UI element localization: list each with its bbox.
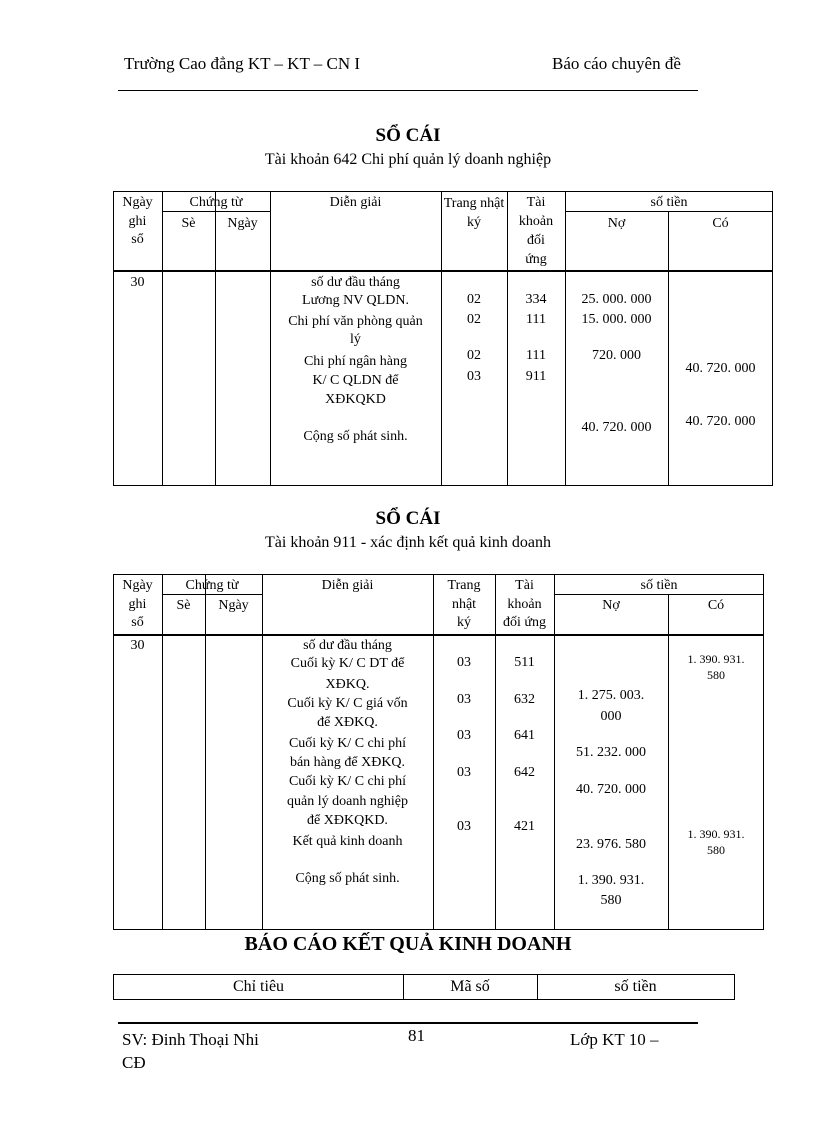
desc-line: Kết quả kinh doanh <box>292 834 403 849</box>
ledger2-title: SỔ CÁI <box>375 508 441 529</box>
desc-line: XĐKQ. <box>325 677 370 692</box>
debit-amount: 720. 000 <box>592 348 641 363</box>
col-ky: ký <box>457 615 471 630</box>
contra-account: 111 <box>526 312 546 327</box>
debit-total: 1. 390. 931. <box>577 873 645 888</box>
report-col-so-tien: số tiền <box>614 978 657 995</box>
col-co: Có <box>712 216 729 231</box>
report-type: Báo cáo chuyên đề <box>552 54 681 73</box>
journal-page: 03 <box>457 655 471 670</box>
col-tk-3: đối ứng <box>503 615 546 630</box>
col-chung-tu: Chứng từ <box>185 578 239 593</box>
col-ngay: Ngày <box>122 195 153 210</box>
desc-line: số dư đầu tháng <box>303 638 392 653</box>
desc-line: Cuối kỳ K/ C chi phí <box>288 774 407 789</box>
journal-page: 02 <box>467 312 481 327</box>
col-no: Nợ <box>602 598 620 613</box>
debit-amount: 40. 720. 000 <box>576 782 646 797</box>
desc-line: số dư đầu tháng <box>311 275 400 290</box>
col-ghi: ghi <box>128 597 147 612</box>
debit-amount-cont: 000 <box>600 709 622 724</box>
page-number: 81 <box>408 1026 425 1045</box>
entry-date: 30 <box>130 275 145 290</box>
col-so: sổ <box>131 615 144 630</box>
desc-line: Cuối kỳ K/ C DT để <box>290 656 405 671</box>
col-tk-1: Tài <box>515 578 534 593</box>
desc-line: bán hàng để XĐKQ. <box>289 755 406 770</box>
credit-total-cont: 580 <box>707 843 725 857</box>
col-chung-tu: Chứng từ <box>189 195 243 210</box>
desc-line: Cuối kỳ K/ C giá vốn <box>287 696 408 711</box>
col-co: Có <box>707 598 725 613</box>
header-divider <box>118 90 698 91</box>
debit-amount: 23. 976. 580 <box>576 837 646 852</box>
desc-line: Chi phí văn phòng quản <box>288 314 423 329</box>
col-so: sổ <box>131 232 144 247</box>
report-table <box>113 974 735 1000</box>
contra-account: 911 <box>525 369 547 384</box>
report-col-chi-tieu: Chỉ tiêu <box>232 978 285 995</box>
journal-page: 02 <box>467 348 481 363</box>
journal-page: 03 <box>457 692 471 707</box>
desc-line: lý <box>350 332 361 347</box>
col-dien-giai: Diễn giải <box>329 195 382 210</box>
col-trang-nhat-ky: Trang nhật ký <box>443 196 505 230</box>
desc-line: Cuối kỳ K/ C chi phí <box>288 736 407 751</box>
student-name: SV: Đinh Thoại Nhi <box>122 1030 259 1049</box>
ledger1-table <box>113 191 773 486</box>
desc-total: Cộng số phát sinh. <box>303 429 408 444</box>
report-title: BÁO CÁO KẾT QUẢ KINH DOANH <box>244 933 572 955</box>
ledger1-title: SỔ CÁI <box>375 125 441 146</box>
col-ghi: ghi <box>128 214 147 229</box>
debit-amount: 25. 000. 000 <box>581 292 652 307</box>
debit-total-cont: 580 <box>600 893 622 908</box>
col-tk-4: ứng <box>525 252 547 267</box>
footer-divider <box>118 1022 698 1024</box>
desc-line: để XĐKQKD. <box>307 813 388 828</box>
student-name-cont: CĐ <box>122 1053 146 1072</box>
col-no: Nợ <box>607 216 626 231</box>
debit-amount: 51. 232. 000 <box>576 745 646 760</box>
journal-page: 03 <box>457 819 471 834</box>
contra-account: 632 <box>514 692 535 707</box>
credit-amount: 40. 720. 000 <box>685 361 756 376</box>
desc-line: Chi phí ngân hàng <box>303 354 408 369</box>
credit-total: 1. 390. 931. <box>687 827 745 841</box>
ledger2-table <box>113 574 764 930</box>
desc-line: để XĐKQ. <box>317 715 378 730</box>
school-name: Trường Cao đẳng KT – KT – CN I <box>124 54 361 73</box>
debit-total: 40. 720. 000 <box>581 420 652 435</box>
col-ngay: Ngày <box>122 578 153 593</box>
col-ngay-ct: Ngày <box>218 598 249 613</box>
col-se: Sè <box>181 216 196 231</box>
col-dien-giai: Diễn giải <box>321 578 374 593</box>
desc-line: Lương NV QLDN. <box>302 293 409 308</box>
entry-date: 30 <box>130 638 145 653</box>
contra-account: 642 <box>514 765 535 780</box>
col-ngay-ct: Ngày <box>227 216 258 231</box>
debit-amount: 15. 000. 000 <box>581 312 652 327</box>
col-tk-1: Tài <box>526 195 546 210</box>
col-tk-3: đối <box>527 233 545 248</box>
report-col-ma-so: Mã số <box>450 978 490 995</box>
debit-amount: 1. 275. 003. <box>577 688 645 703</box>
desc-line: quản lý doanh nghiệp <box>287 794 408 809</box>
contra-account: 421 <box>514 819 535 834</box>
col-tk-2: khoản <box>518 214 554 229</box>
contra-account: 334 <box>525 292 547 307</box>
ledger2-subtitle: Tài khoản 911 - xác định kết quả kinh doanh <box>265 534 551 551</box>
journal-page: 03 <box>457 728 471 743</box>
col-so-tien: số tiền <box>640 578 678 593</box>
credit-amount-cont: 580 <box>707 668 725 682</box>
class-name: Lớp KT 10 – <box>570 1030 659 1049</box>
ledger1-subtitle: Tài khoản 642 Chi phí quản lý doanh nghiệp <box>264 151 552 168</box>
journal-page: 03 <box>457 765 471 780</box>
contra-account: 641 <box>514 728 535 743</box>
desc-total: Cộng số phát sinh. <box>295 871 400 886</box>
credit-amount: 1. 390. 931. <box>687 652 745 666</box>
contra-account: 511 <box>514 655 535 670</box>
desc-line: XĐKQKD <box>325 392 386 407</box>
desc-line: K/ C QLDN để <box>312 373 399 388</box>
col-se: Sè <box>176 598 191 613</box>
journal-page: 02 <box>467 292 481 307</box>
col-tk-2: khoản <box>507 597 542 612</box>
col-trang: Trang <box>447 578 481 593</box>
col-nhat: nhật <box>451 597 477 612</box>
contra-account: 111 <box>526 348 546 363</box>
credit-total: 40. 720. 000 <box>685 414 756 429</box>
journal-page: 03 <box>467 369 481 384</box>
col-so-tien: số tiền <box>650 195 688 210</box>
